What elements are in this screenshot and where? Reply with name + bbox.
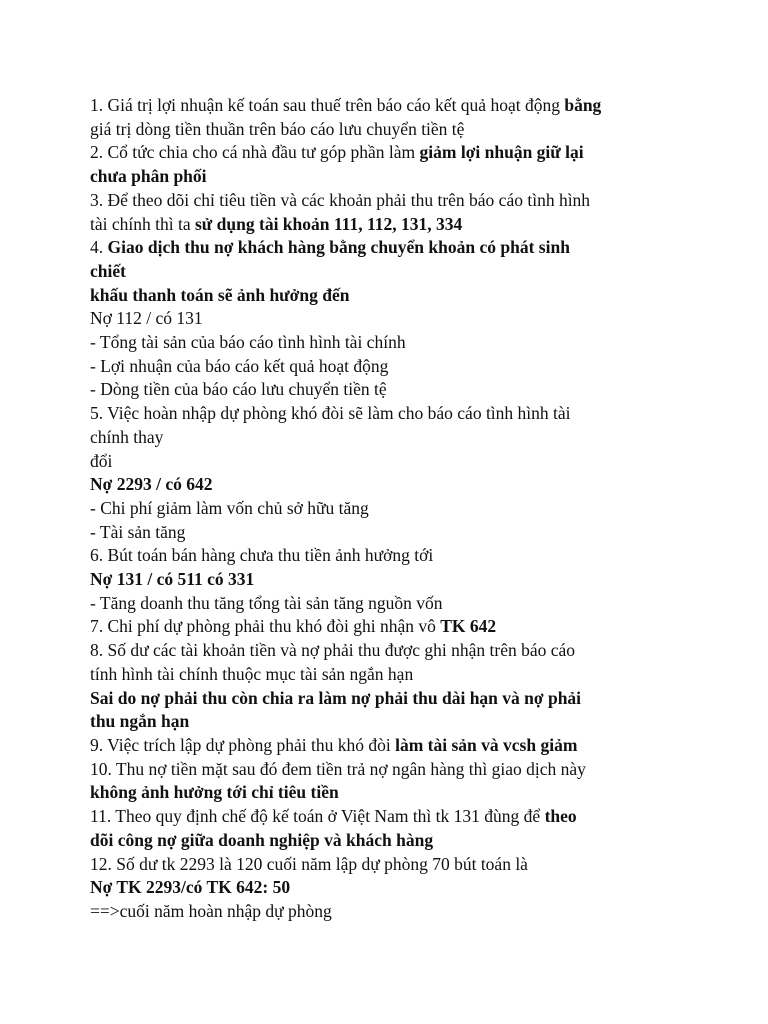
line-text: đổi <box>90 450 113 471</box>
text-line <box>90 260 690 284</box>
text-line <box>90 521 690 545</box>
line-text: chính thay <box>90 426 164 447</box>
line-text: 4. <box>90 237 108 258</box>
line-text: 6. Bút toán bán hàng chưa thu tiền ảnh hưởng tới <box>90 545 434 566</box>
text-line <box>90 236 690 260</box>
line-text: - Tài sản tăng <box>90 521 186 542</box>
text-line <box>90 450 690 474</box>
line-bold-text: giảm lợi nhuận giữ lại <box>419 142 584 163</box>
line-text: 9. Việc trích lập dự phòng phải thu khó đòi <box>90 734 396 755</box>
line-text: giá trị dòng tiền thuần trên báo cáo lưu chuyển tiền tệ <box>90 118 465 139</box>
line-bold-text: chưa phân phối <box>90 166 207 187</box>
line-bold-text: thu ngắn hạn <box>90 711 190 732</box>
line-text: 5. Việc hoàn nhập dự phòng khó đòi sẽ làm cho báo cáo tình hình tài <box>90 403 571 424</box>
text-line <box>90 165 690 189</box>
text-line <box>90 853 690 877</box>
line-text: 8. Số dư các tài khoản tiền và nợ phải thu được ghi nhận trên báo cáo <box>90 640 576 661</box>
text-line <box>90 213 690 237</box>
text-line <box>90 615 690 639</box>
line-bold-text: khấu thanh toán sẽ ảnh hưởng đến <box>90 284 350 305</box>
line-text: - Tăng doanh thu tăng tổng tài sản tăng nguồn vốn <box>90 592 443 613</box>
line-text: - Chi phí giảm làm vốn chủ sở hữu tăng <box>90 497 369 518</box>
line-text: ==>cuối năm hoàn nhập dự phòng <box>90 900 332 921</box>
line-bold-text: Nợ 131 / có 511 có 331 <box>90 569 255 590</box>
line-bold-text: Sai do nợ phải thu còn chia ra làm nợ phải thu dài hạn và nợ phải <box>90 687 582 708</box>
text-line <box>90 805 690 829</box>
text-line <box>90 497 690 521</box>
text-line <box>90 663 690 687</box>
text-line <box>90 900 690 924</box>
text-line <box>90 734 690 758</box>
line-bold-text: TK 642 <box>440 616 497 637</box>
text-line <box>90 687 690 711</box>
line-text: tính hình tài chính thuộc mục tài sản ngắn hạn <box>90 663 414 684</box>
line-bold-text: Giao dịch thu nợ khách hàng bằng chuyển khoản có phát sinh <box>107 237 570 258</box>
text-line <box>90 829 690 853</box>
text-line <box>90 639 690 663</box>
line-bold-text: Nợ TK 2293/có TK 642: 50 <box>90 877 291 898</box>
text-line <box>90 592 690 616</box>
line-text: - Tổng tài sản của báo cáo tình hình tài chính <box>90 332 406 353</box>
line-bold-text: không ảnh hưởng tới chỉ tiêu tiền <box>90 782 339 803</box>
line-text: 3. Để theo dõi chỉ tiêu tiền và các khoản phải thu trên báo cáo tình hình <box>90 189 591 210</box>
line-bold-text: Nợ 2293 / có 642 <box>90 474 213 495</box>
text-line <box>90 118 690 142</box>
line-bold-text: chiết <box>90 260 126 281</box>
text-line <box>90 758 690 782</box>
line-bold-text: sử dụng tài khoản 111, 112, 131, 334 <box>194 213 463 234</box>
line-text: 1. Giá trị lợi nhuận kế toán sau thuế trên báo cáo kết quả hoạt động <box>90 95 565 115</box>
line-bold-text: theo <box>544 806 577 827</box>
line-text: 12. Số dư tk 2293 là 120 cuối năm lập dự phòng 70 bút toán là <box>90 853 528 874</box>
line-text: - Dòng tiền của báo cáo lưu chuyển tiền tệ <box>90 379 387 400</box>
line-bold-text: bằng <box>564 95 602 115</box>
text-line <box>90 473 690 497</box>
line-bold-text: làm tài sản và vcsh giảm <box>395 734 578 755</box>
line-text: 2. Cổ tức chia cho cá nhà đầu tư góp phần làm <box>90 142 420 163</box>
text-line <box>90 141 690 165</box>
line-text: 11. Theo quy định chế độ kế toán ở Việt Nam thì tk 131 đùng để <box>90 806 545 827</box>
line-text: - Lợi nhuận của báo cáo kết quả hoạt động <box>90 355 389 376</box>
text-line <box>90 189 690 213</box>
text-line <box>90 378 690 402</box>
text-line <box>90 781 690 805</box>
text-line <box>90 402 690 426</box>
text-line <box>90 307 690 331</box>
text-line <box>90 876 690 900</box>
text-line <box>90 331 690 355</box>
document-body <box>90 94 690 924</box>
text-line <box>90 355 690 379</box>
line-bold-text: dõi công nợ giữa doanh nghiệp và khách hàng <box>90 829 434 850</box>
text-line <box>90 284 690 308</box>
line-text: 10. Thu nợ tiền mặt sau đó đem tiền trả nợ ngân hàng thì giao dịch này <box>90 758 586 779</box>
line-text: tài chính thì ta <box>90 213 195 234</box>
line-text: 7. Chi phí dự phòng phải thu khó đòi ghi nhận vô <box>90 616 441 637</box>
text-line <box>90 426 690 450</box>
text-line <box>90 710 690 734</box>
line-text: Nợ 112 / có 131 <box>90 308 203 329</box>
text-line <box>90 568 690 592</box>
text-line <box>90 94 690 118</box>
text-line <box>90 544 690 568</box>
